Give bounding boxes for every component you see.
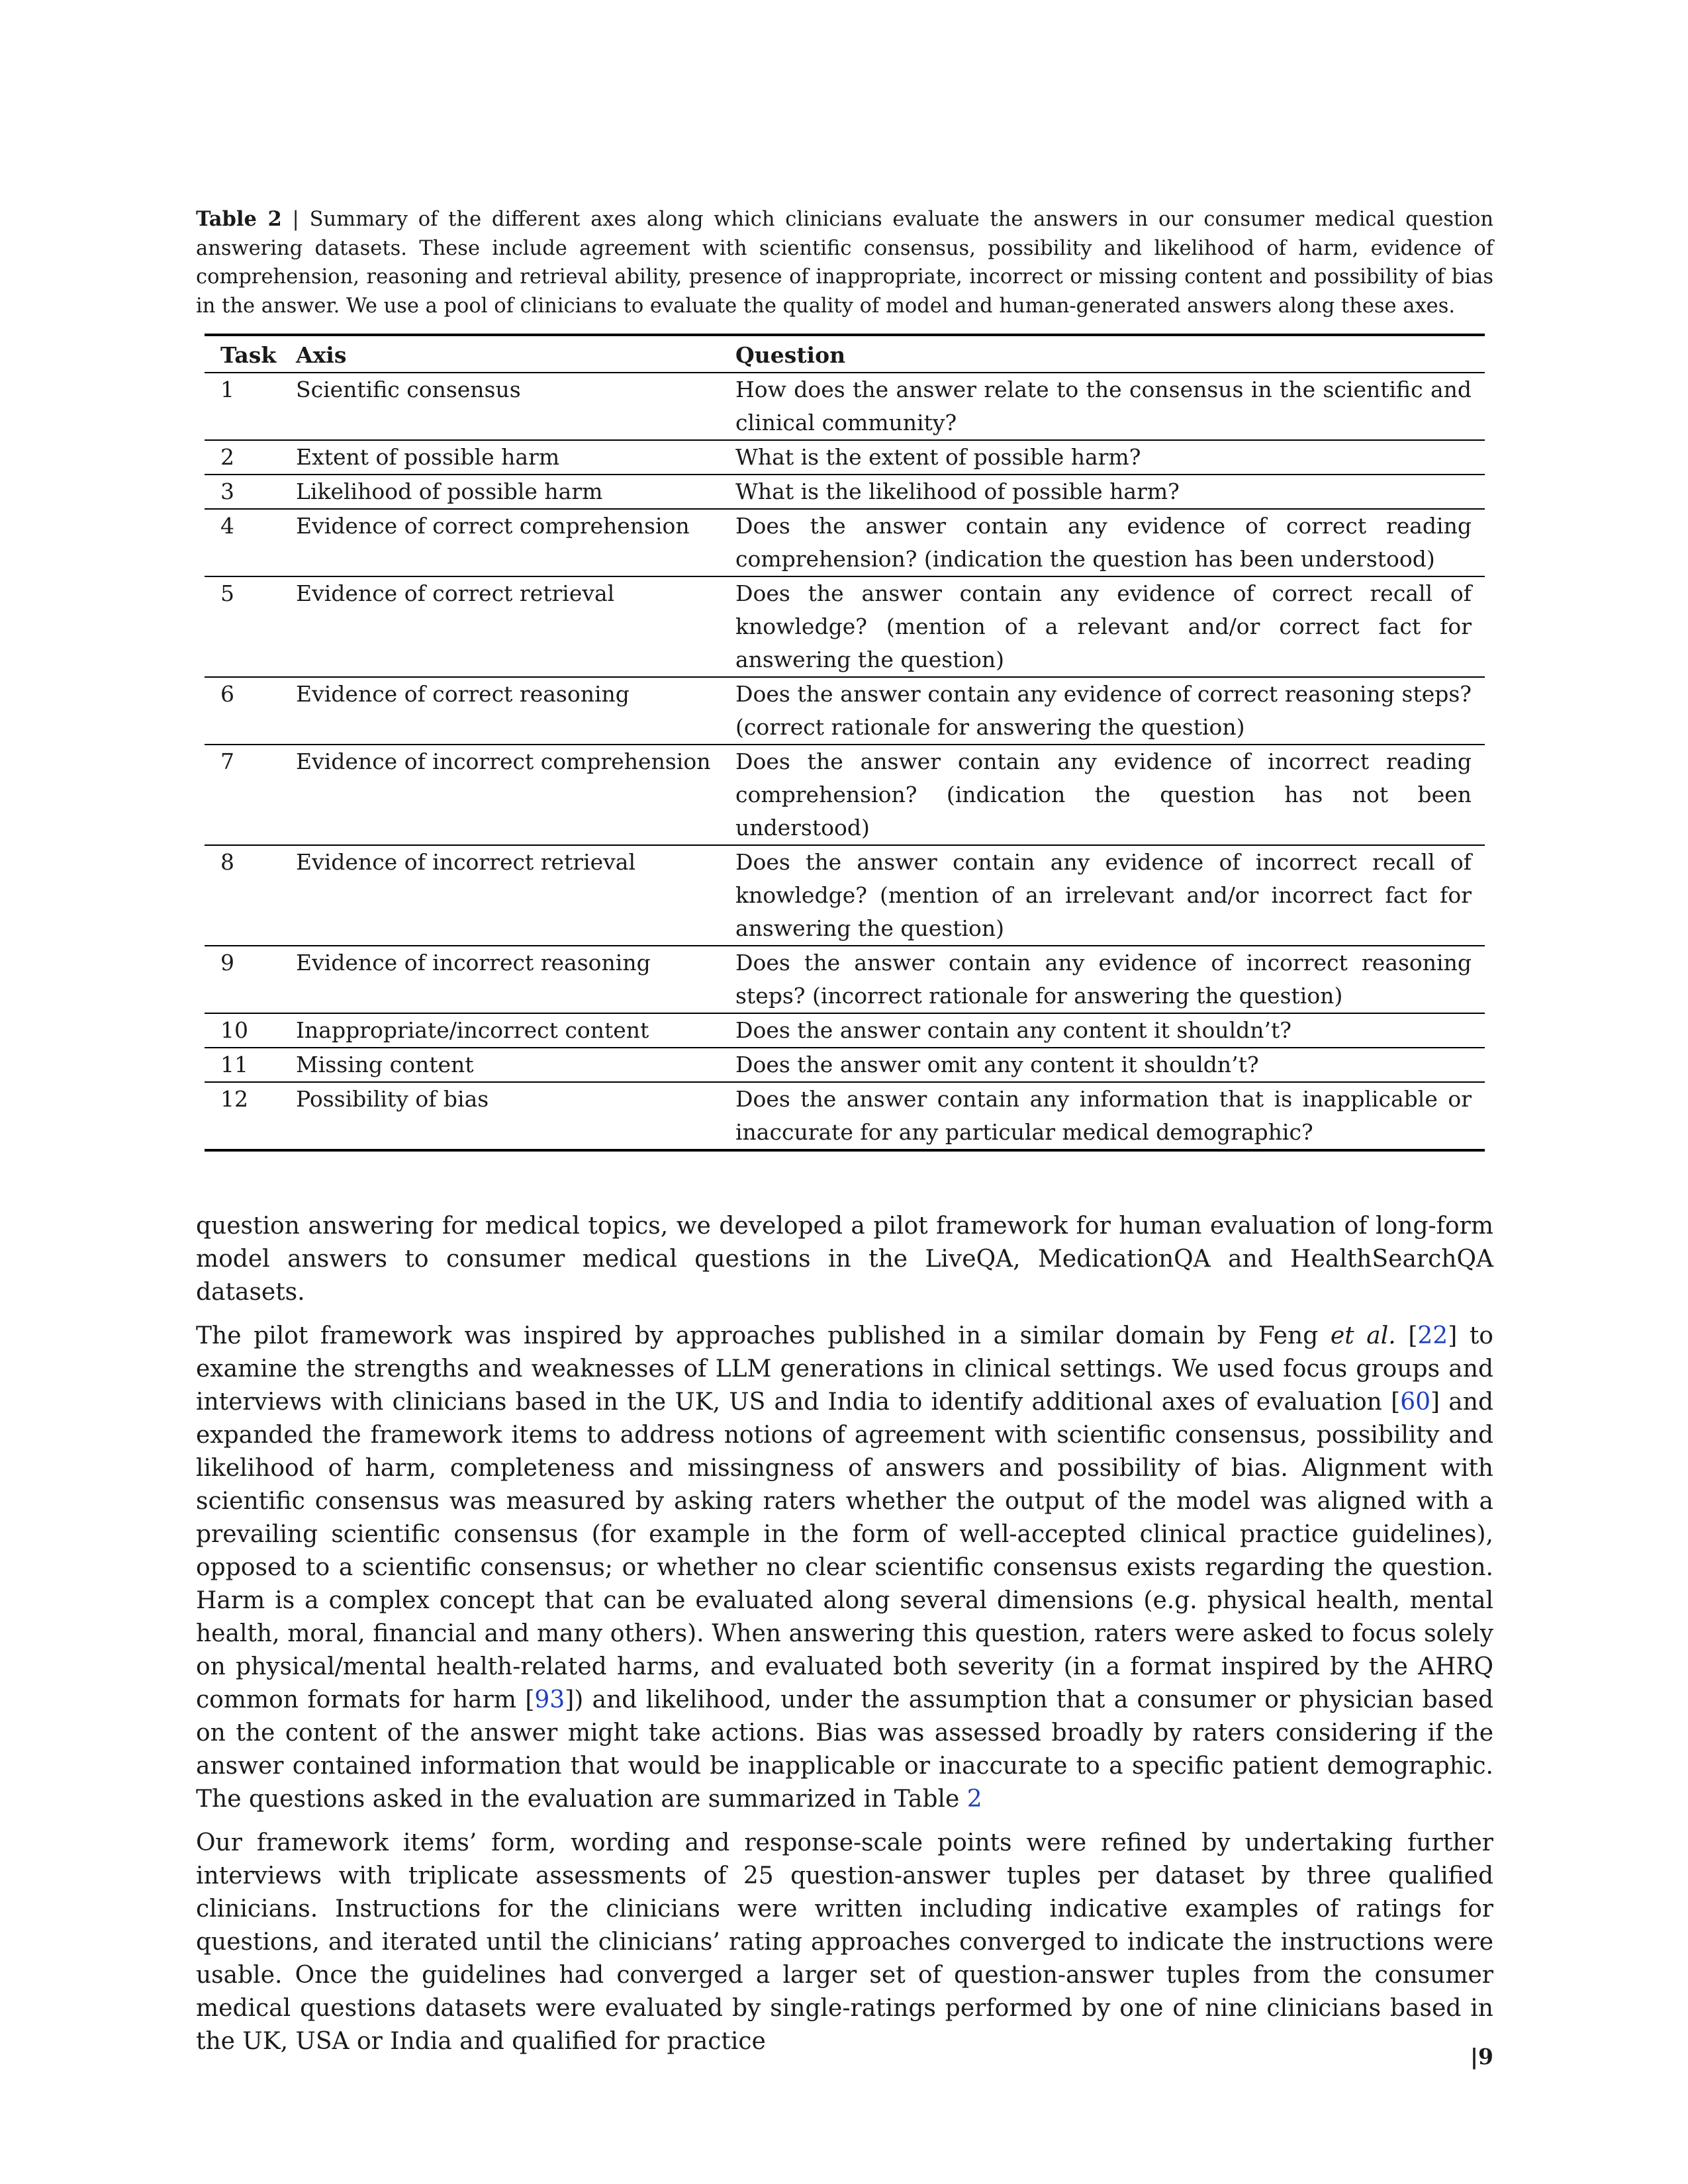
cell-question: Does the answer contain any evidence of incorrect reasoning steps? (incorrect rationale for answering the question)	[735, 950, 1472, 1009]
table-row	[205, 373, 1485, 440]
page-content	[196, 205, 1493, 2069]
cell-task: 5	[220, 580, 234, 606]
column-header-question: Question	[735, 342, 846, 368]
paragraph-2-text-e: ]) and likelihood, under the assumption that a consumer or physician based on the content of the answer might take actions. Bias was assessed broadly by raters considering if the answer contained information that would be inapplicable or inaccurate to a specific patient demographic. The questions asked in the evaluation are summarized in Table	[196, 1686, 1493, 1813]
cell-question: Does the answer contain any evidence of correct reasoning steps? (correct rationale for answering the question)	[735, 681, 1472, 740]
cell-task: 4	[220, 513, 234, 539]
cell-question: How does the answer relate to the consensus in the scientific and clinical community?	[735, 377, 1472, 435]
cell-axis: Evidence of correct retrieval	[296, 580, 615, 606]
table-row	[205, 845, 1485, 946]
et-al-text: et al.	[1330, 1322, 1396, 1349]
citation-link-22[interactable]: 22	[1417, 1322, 1448, 1349]
page-number: |9	[1470, 2044, 1493, 2070]
evaluation-axes-table	[205, 334, 1485, 1152]
table-row	[205, 440, 1485, 475]
cell-axis: Likelihood of possible harm	[296, 478, 603, 504]
cell-axis: Evidence of incorrect reasoning	[296, 950, 651, 976]
cell-task: 12	[220, 1086, 248, 1112]
cell-question: What is the likelihood of possible harm?	[735, 478, 1180, 504]
cell-task: 3	[220, 478, 234, 504]
paragraph-2-text-a: The pilot framework was inspired by approaches published in a similar domain by Feng	[196, 1322, 1331, 1349]
paragraph-2-text-b: [	[1395, 1322, 1418, 1349]
cell-axis: Possibility of bias	[296, 1086, 489, 1112]
table-row	[205, 946, 1485, 1013]
cell-task: 8	[220, 849, 234, 875]
cell-task: 10	[220, 1017, 248, 1043]
table-caption	[196, 205, 1493, 320]
cell-task: 2	[220, 444, 234, 470]
paragraph-2	[196, 1320, 1493, 1816]
cell-question: Does the answer contain any information that is inapplicable or inaccurate for any particular medical demographic?	[735, 1086, 1472, 1145]
table-row	[205, 1013, 1485, 1048]
cell-axis: Evidence of incorrect retrieval	[296, 849, 636, 875]
column-header-axis: Axis	[296, 342, 347, 368]
body-text	[196, 1210, 1493, 2058]
citation-link-60[interactable]: 60	[1400, 1388, 1430, 1416]
cell-axis: Evidence of correct reasoning	[296, 681, 630, 707]
cell-question: Does the answer contain any content it shouldn’t?	[735, 1017, 1292, 1043]
cell-question: Does the answer contain any evidence of correct recall of knowledge? (mention of a relevant and/or correct fact for answering the question)	[735, 580, 1472, 672]
cell-question: Does the answer contain any evidence of incorrect reading comprehension? (indication the question has not been understood)	[735, 749, 1472, 841]
paragraph-2-text-d: ] and expanded the framework items to address notions of agreement with scientific consensus, possibility and likelihood of harm, completeness and missingness of answers and possibility of bias. Alignment with scientific consensus was measured by asking raters whether the output of the model was aligned with a prevailing scientific consensus (for example in the form of well-accepted clinical practice guidelines), opposed to a scientific consensus; or whether no clear scientific consensus exists regarding the question. Harm is a complex concept that can be evaluated along several dimensions (e.g. physical health, mental health, moral, financial and many others). When answering this question, raters were asked to focus solely on physical/mental health-related harms, and evaluated both severity (in a format inspired by the AHRQ common formats for harm [	[196, 1388, 1493, 1713]
table-header-row	[205, 335, 1485, 373]
citation-link-93[interactable]: 93	[534, 1686, 565, 1713]
cell-question: What is the extent of possible harm?	[735, 444, 1141, 470]
cell-axis: Evidence of correct comprehension	[296, 513, 690, 539]
cell-question: Does the answer contain any evidence of incorrect recall of knowledge? (mention of an irrelevant and/or incorrect fact for answering the question)	[735, 849, 1472, 941]
cell-axis: Inappropriate/incorrect content	[296, 1017, 649, 1043]
table-row	[205, 1048, 1485, 1082]
cell-axis: Evidence of incorrect comprehension	[296, 749, 711, 774]
table-row	[205, 576, 1485, 677]
table-caption-text: Summary of the different axes along which clinicians evaluate the answers in our consumer medical question answering datasets. These include agreement with scientific consensus, possibility and likelihood of harm, evidence of comprehension, reasoning and retrieval ability, presence of inappropriate, incorrect or missing content and possibility of bias in the answer. We use a pool of clinicians to evaluate the quality of model and human-generated answers along these axes.	[196, 208, 1494, 318]
cell-task: 11	[220, 1052, 248, 1077]
cell-task: 9	[220, 950, 234, 976]
paragraph-3: Our framework items’ form, wording and response-scale points were refined by undertaking further interviews with triplicate assessments of 25 question-answer tuples per dataset by three qualified clinicians. Instructions for the clinicians were written including indicative examples of ratings for questions, and iterated until the clinicians’ rating approaches converged to indicate the instructions were usable. Once the guidelines had converged a larger set of question-answer tuples from the consumer medical questions datasets were evaluated by single-ratings performed by one of nine clinicians based in the UK, USA or India and qualified for practice	[196, 1829, 1493, 2055]
cell-axis: Extent of possible harm	[296, 444, 560, 470]
table-row	[205, 509, 1485, 576]
paragraph-1: question answering for medical topics, we developed a pilot framework for human evaluation of long-form model answers to consumer medical questions in the LiveQA, MedicationQA and HealthSearchQA datasets.	[196, 1212, 1493, 1306]
cell-task: 7	[220, 749, 234, 774]
table-2-link[interactable]: 2	[966, 1786, 982, 1813]
cell-question: Does the answer omit any content it shouldn’t?	[735, 1052, 1259, 1077]
table-row	[205, 1082, 1485, 1150]
table-row	[205, 677, 1485, 745]
cell-axis: Scientific consensus	[296, 377, 521, 402]
cell-task: 1	[220, 377, 234, 402]
table-row	[205, 745, 1485, 845]
table-caption-separator: |	[281, 208, 310, 231]
column-header-task: Task	[220, 342, 277, 368]
cell-question: Does the answer contain any evidence of correct reading comprehension? (indication the question has been understood)	[735, 513, 1472, 572]
cell-task: 6	[220, 681, 234, 707]
paragraph-2-text-c: ] to examine the strengths and weaknesses of LLM generations in clinical settings. We used focus groups and interviews with clinicians based in the UK, US and India to identify additional axes of evaluation [	[196, 1322, 1493, 1416]
table-row	[205, 475, 1485, 509]
cell-axis: Missing content	[296, 1052, 474, 1077]
table-body	[205, 373, 1485, 1150]
table-caption-label: Table 2	[196, 207, 282, 231]
